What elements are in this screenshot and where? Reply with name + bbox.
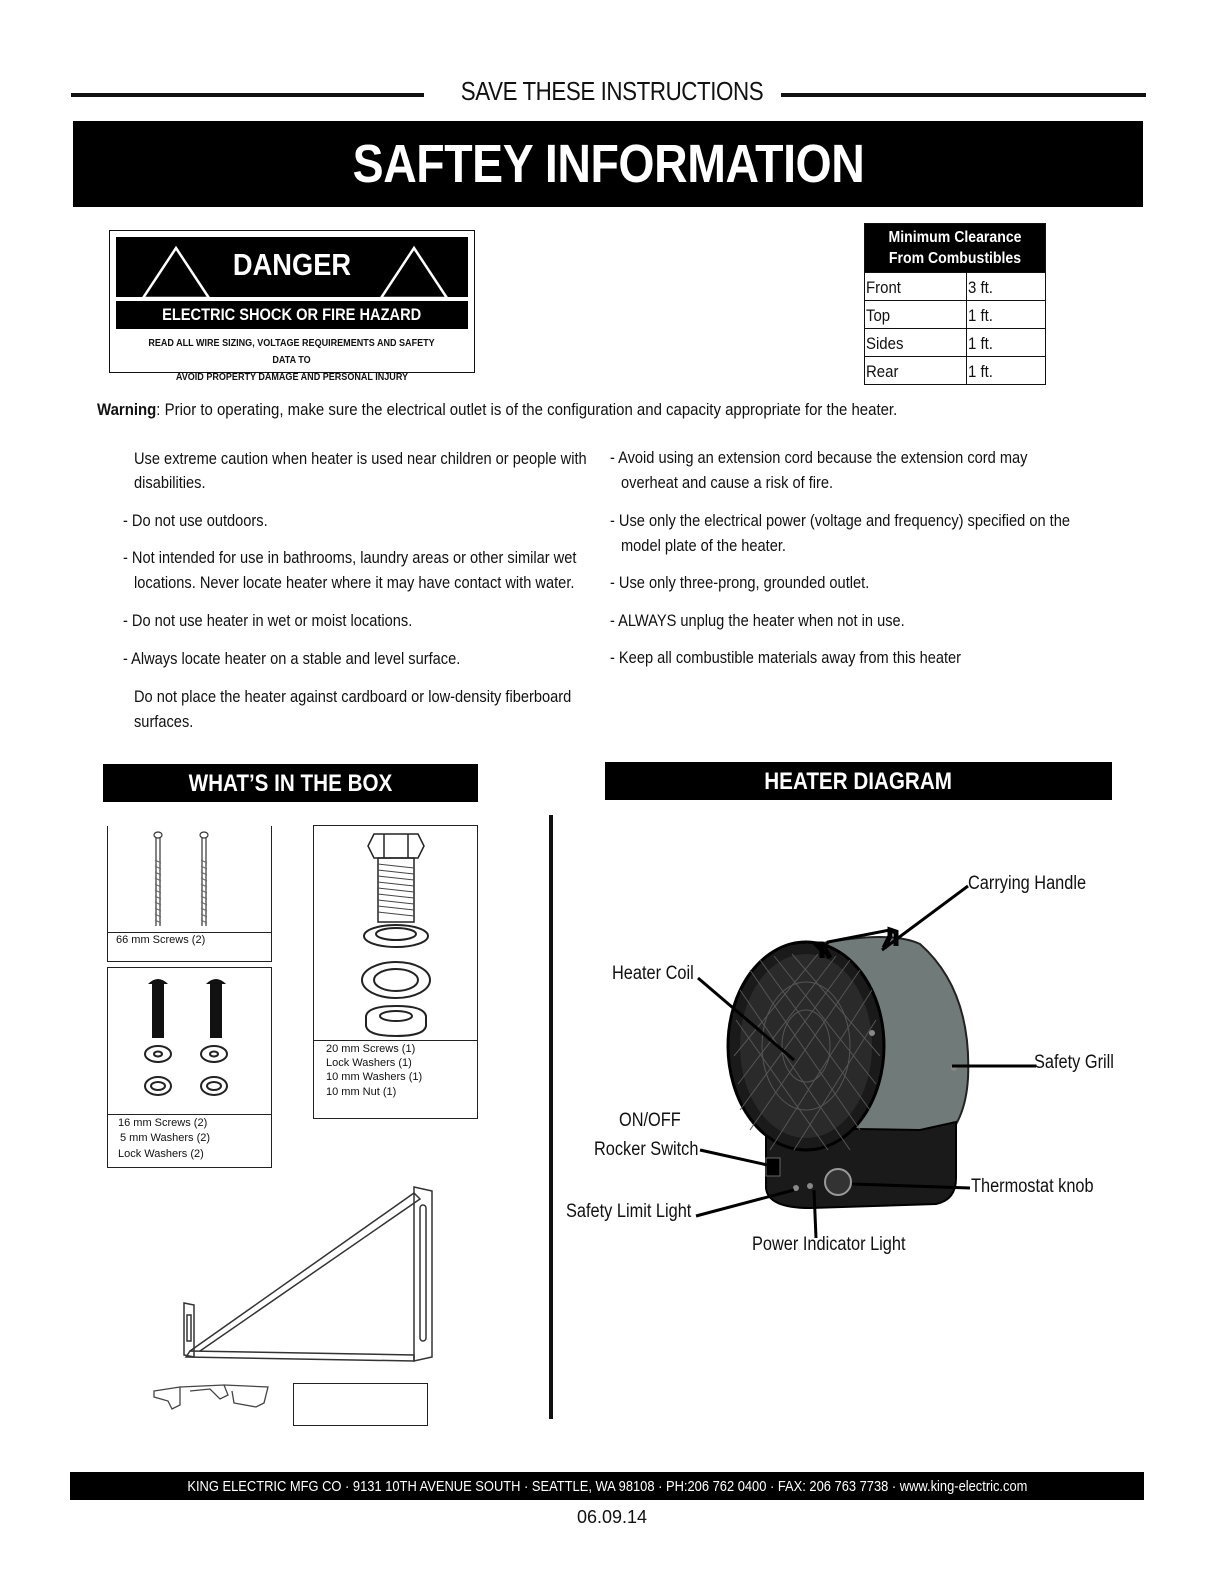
danger-note-line-1: READ ALL WIRE SIZING, VOLTAGE REQUIREMENTS AND SAFETY DATA TO <box>148 337 435 366</box>
clearance-value: 1 ft. <box>968 334 993 353</box>
list-item: locations. Never locate heater where it may have contact with water. <box>134 573 575 592</box>
list-item: - Always locate heater on a stable and level surface. <box>123 649 461 668</box>
part-label: 10 mm Washers (1) <box>326 1071 423 1083</box>
table-row <box>865 356 1045 384</box>
list-item: - ALWAYS unplug the heater when not in use. <box>610 611 905 630</box>
clearance-value: 1 ft. <box>968 306 993 325</box>
banner-title: SAFTEY INFORMATION <box>352 134 864 194</box>
clearance-title-line-1: Minimum Clearance <box>888 229 1022 246</box>
label-heater-coil: Heater Coil <box>612 963 694 984</box>
hazard-text: ELECTRIC SHOCK OR FIRE HAZARD <box>162 305 422 324</box>
short-screw-icon <box>140 974 240 1104</box>
part-label: 5 mm Washers (2) <box>120 1132 211 1144</box>
part-box-16mm-screws <box>107 967 272 1168</box>
label-on-off: ON/OFF <box>619 1110 681 1131</box>
table-row <box>865 300 1045 328</box>
list-item: - Do not use heater in wet or moist locations. <box>123 611 413 630</box>
clearance-table-header <box>865 224 1045 272</box>
list-item: surfaces. <box>134 712 194 731</box>
clearance-side: Top <box>866 306 891 325</box>
clearance-side: Sides <box>866 334 904 353</box>
diagram-section-title: HEATER DIAGRAM <box>764 768 953 795</box>
table-row <box>865 272 1045 300</box>
save-instructions-heading: SAVE THESE INSTRUCTIONS <box>460 76 764 106</box>
footer-bar <box>70 1472 1144 1500</box>
part-box-divider <box>108 1114 271 1115</box>
danger-header <box>116 237 468 297</box>
danger-label <box>109 230 475 383</box>
part-box-divider <box>314 1040 477 1041</box>
list-item: Use extreme caution when heater is used near children or people with <box>134 449 587 468</box>
part-label: Lock Washers (2) <box>118 1148 204 1160</box>
list-item: - Use only the electrical power (voltage and frequency) specified on the <box>610 511 1070 530</box>
list-item: model plate of the heater. <box>621 536 786 555</box>
label-carrying-handle: Carrying Handle <box>968 873 1087 894</box>
list-item: overheat and cause a risk of fire. <box>621 473 834 492</box>
document-date: 06.09.14 <box>576 1507 648 1527</box>
list-item: disabilities. <box>134 473 206 492</box>
part-box-20mm-screw <box>313 825 478 1119</box>
clearance-title-line-2: From Combustibles <box>888 250 1022 267</box>
section-divider <box>549 815 553 1419</box>
label-power-indicator-light: Power Indicator Light <box>752 1234 906 1255</box>
part-box-66mm-screws <box>107 826 272 962</box>
hazard-bar <box>116 301 468 329</box>
warning-triangle-icon <box>378 245 450 301</box>
list-item: - Avoid using an extension cord because the extension cord may <box>610 448 1028 467</box>
whats-in-the-box-header <box>103 764 478 802</box>
box-section-title: WHAT’S IN THE BOX <box>188 770 393 797</box>
warning-label: Warning <box>97 400 157 419</box>
warning-line <box>97 400 897 420</box>
table-row <box>865 328 1045 356</box>
clearance-table <box>864 223 1046 385</box>
danger-note <box>110 335 473 386</box>
part-label: Lock Washers (1) <box>326 1057 412 1069</box>
warning-text: : Prior to operating, make sure the electrical outlet is of the configuration and capacity appropriate for the heater. <box>156 400 898 419</box>
part-label: 20 mm Screws (1) <box>326 1043 416 1055</box>
part-label: 66 mm Screws (2) <box>116 934 206 946</box>
list-item: - Do not use outdoors. <box>123 511 268 530</box>
clearance-side: Front <box>866 278 901 297</box>
list-item: - Keep all combustible materials away from this heater <box>610 648 962 667</box>
label-safety-grill: Safety Grill <box>1034 1052 1114 1073</box>
list-item: Do not place the heater against cardboard or low-density fiberboard <box>134 687 572 706</box>
part-label: 10 mm Nut (1) <box>326 1086 397 1098</box>
bolt-washer-nut-icon <box>354 830 439 1042</box>
list-item: - Use only three-prong, grounded outlet. <box>610 573 870 592</box>
label-thermostat-knob: Thermostat knob <box>971 1176 1094 1197</box>
heater-diagram-header <box>605 762 1112 800</box>
empty-label-box <box>293 1383 428 1426</box>
safety-banner <box>73 121 1143 207</box>
part-label: 16 mm Screws (2) <box>118 1117 208 1129</box>
clearance-value: 1 ft. <box>968 362 993 381</box>
danger-word: DANGER <box>232 247 352 282</box>
list-item: - Not intended for use in bathrooms, laundry areas or other similar wet <box>123 548 577 567</box>
label-safety-limit-light: Safety Limit Light <box>566 1201 692 1222</box>
footer-address: KING ELECTRIC MFG CO · 9131 10TH AVENUE SOUTH · SEATTLE, WA 98108 · PH:206 762 0400 · FAX: 206 763 7738 · www.king-electric.com <box>186 1478 1028 1495</box>
label-rocker-switch: Rocker Switch <box>594 1139 699 1160</box>
long-screw-icon <box>146 830 216 932</box>
clearance-value: 3 ft. <box>968 278 993 297</box>
danger-note-line-2: AVOID PROPERTY DAMAGE AND PERSONAL INJURY <box>175 371 408 383</box>
clearance-side: Rear <box>866 362 899 381</box>
